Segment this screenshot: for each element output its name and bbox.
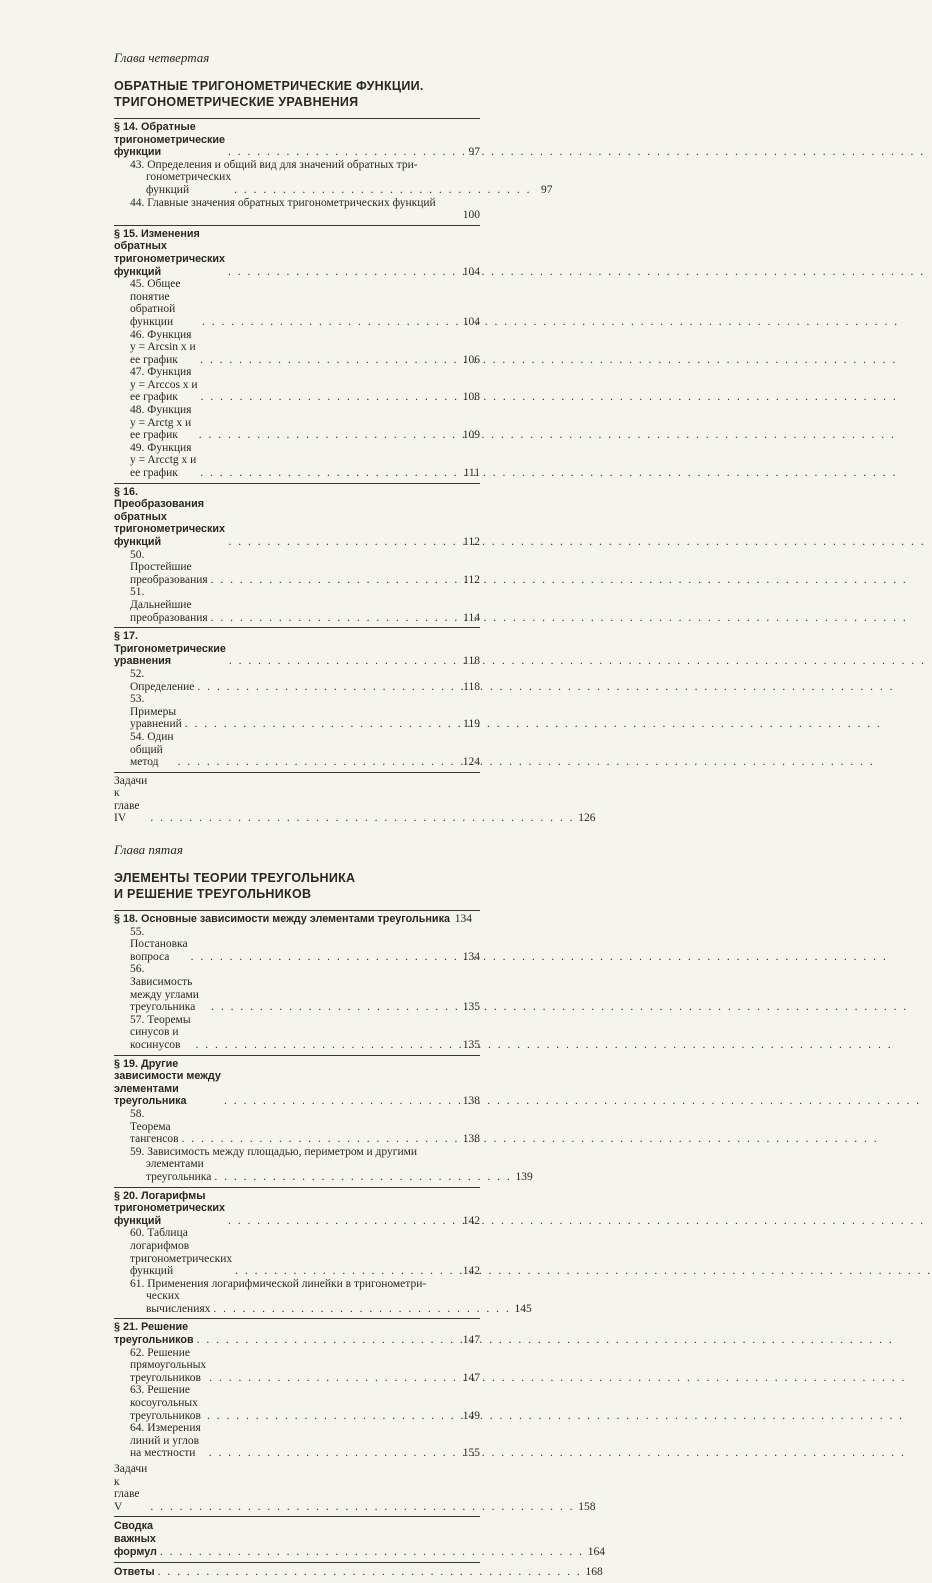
item-53-title: 53. Примеры уравнений: [130, 693, 182, 731]
item-51-title: 51. Дальнейшие преобразования: [130, 586, 208, 624]
section-17-heading[interactable]: [114, 630, 480, 668]
section-20: [114, 1188, 532, 1319]
chapter-5-problems-title: Задачи к главе V: [114, 1463, 148, 1513]
leader-dots: [178, 756, 459, 769]
leader-dots: [214, 1171, 511, 1184]
chapter-5-label: Глава пятая: [114, 842, 183, 858]
chapter-4-title: [114, 78, 480, 110]
item-56-title: 56. Зависимость между углами треугольника: [130, 963, 199, 1014]
item-55[interactable]: [114, 926, 480, 964]
item-55-page: 134: [462, 950, 480, 963]
item-46-title: 46. Функция y = Arcsin x и ее график: [130, 328, 196, 366]
item-58[interactable]: [114, 1108, 480, 1146]
item-63-title: 63. Решение косоугольных треугольников: [130, 1384, 201, 1422]
leader-dots: [200, 354, 459, 367]
leader-dots: [195, 1039, 459, 1052]
section-21-page: 147: [462, 1334, 480, 1347]
leader-dots: [211, 1001, 459, 1014]
item-51-page: 114: [463, 611, 480, 624]
leader-dots: [150, 812, 574, 825]
leader-dots: [209, 1447, 459, 1460]
section-18-page: 134: [454, 913, 472, 926]
item-47-title: 47. Функция y = Arccos x и ее график: [130, 366, 198, 404]
leader-dots: [197, 681, 459, 694]
item-48-page: 109: [462, 429, 480, 442]
answers[interactable]: [114, 1563, 603, 1583]
chapter-4-title-line-2: ТРИГОНОМЕТРИЧЕСКИЕ УРАВНЕНИЯ: [114, 95, 359, 109]
section-20-page: 142: [462, 1214, 480, 1227]
item-44-line-1: 44. Главные значения обратных тригонометрических функций: [130, 196, 436, 209]
chapter-4-label: Глава четвертая: [114, 50, 210, 65]
item-54[interactable]: [114, 731, 480, 769]
item-43[interactable]: [114, 158, 553, 197]
formula-summary-title: Сводка важных формул: [114, 1520, 157, 1558]
section-18: [114, 911, 480, 1055]
section-21-heading[interactable]: [114, 1321, 480, 1346]
leader-dots: [235, 1265, 459, 1278]
item-59[interactable]: [114, 1145, 533, 1184]
item-63[interactable]: [114, 1384, 480, 1422]
leader-dots: [207, 1410, 459, 1423]
leader-dots: [202, 316, 459, 329]
section-19-heading[interactable]: [114, 1058, 480, 1108]
chapter-5-problems[interactable]: [114, 1463, 596, 1516]
item-61-line-1: 61. Применения логарифмической линейки в тригонометри-: [130, 1277, 427, 1290]
item-50[interactable]: [114, 549, 480, 587]
item-45-title: 45. Общее понятие обратной функции: [130, 278, 181, 328]
item-58-title: 58. Теорема тангенсов: [130, 1107, 179, 1146]
item-60[interactable]: [114, 1227, 480, 1277]
formula-summary-page: 164: [587, 1545, 606, 1558]
item-57[interactable]: [114, 1014, 480, 1052]
item-62[interactable]: [114, 1347, 480, 1385]
item-52[interactable]: [114, 668, 480, 693]
item-58-page: 138: [462, 1133, 480, 1146]
item-47-page: 108: [462, 391, 480, 404]
item-59-page: 139: [515, 1170, 533, 1183]
leader-dots: [200, 467, 459, 480]
item-56[interactable]: [114, 963, 480, 1013]
leader-dots: [150, 1501, 574, 1514]
item-46-page: 106: [462, 353, 480, 366]
item-61-page: 145: [514, 1302, 532, 1315]
leader-dots: [229, 655, 459, 668]
section-17-title: § 17. Тригонометрические уравнения: [114, 630, 226, 668]
section-14-heading[interactable]: [114, 121, 480, 159]
leader-dots: [213, 1303, 510, 1316]
item-43-page: 97: [540, 183, 553, 196]
chapter-4-problems-page: 126: [578, 812, 596, 825]
leader-dots: [201, 391, 459, 404]
item-60-title: 60. Таблица логарифмов тригонометрических функций: [130, 1227, 233, 1278]
section-19-title: § 19. Другие зависимости между элементами треугольника: [114, 1057, 221, 1108]
chapter-4-problems-title: Задачи к главе IV: [114, 774, 148, 825]
item-52-page: 118: [463, 680, 480, 693]
leader-dots: [191, 951, 459, 964]
item-61-line-2: ческих вычислениях: [146, 1290, 211, 1315]
leader-dots: [185, 718, 459, 731]
item-59-line-2: элементами треугольника: [146, 1158, 212, 1183]
section-15-title: § 15. Изменения обратных тригонометрических функций: [114, 227, 225, 278]
section-16-heading[interactable]: [114, 486, 480, 549]
item-45[interactable]: [114, 278, 480, 328]
item-62-title: 62. Решение прямоугольных треугольников: [130, 1346, 207, 1384]
section-15: [114, 226, 480, 483]
section-19: [114, 1056, 533, 1187]
answers-page: 168: [585, 1566, 603, 1579]
item-64-page: 155: [462, 1447, 480, 1460]
leader-dots: [211, 612, 459, 625]
section-17-page: 118: [463, 655, 480, 668]
item-43-line-2: гонометрических функций: [146, 171, 232, 196]
item-45-page: 104: [462, 315, 480, 328]
leader-dots: [209, 1372, 459, 1385]
section-16-title: § 16. Преобразования обратных тригонометрических функций: [114, 485, 225, 548]
item-64[interactable]: [114, 1422, 480, 1460]
section-16-page: 112: [463, 536, 480, 548]
item-51[interactable]: [114, 586, 480, 624]
leader-dots: [228, 1215, 459, 1228]
section-18-heading[interactable]: [114, 913, 480, 926]
leader-dots: [234, 184, 531, 197]
item-49-page: 111: [463, 467, 480, 480]
section-17: [114, 628, 480, 772]
item-46[interactable]: [114, 329, 480, 367]
leader-dots: [211, 574, 459, 587]
item-53-page: 119: [463, 718, 480, 731]
chapter-4-problems[interactable]: [114, 773, 596, 828]
leader-dots: [224, 1095, 459, 1108]
formula-summary[interactable]: [114, 1517, 606, 1562]
section-15-page: 104: [462, 265, 480, 278]
answers-title: Ответы: [114, 1566, 155, 1579]
item-48-title: 48. Функция y = Arctg x и ее график: [130, 404, 192, 442]
item-54-page: 124: [462, 756, 480, 769]
section-14: [114, 119, 553, 225]
section-18-title: § 18. Основные зависимости между элементами треугольника: [114, 913, 450, 926]
leader-dots: [228, 266, 459, 279]
item-57-title: 57. Теоремы синусов и косинусов: [130, 1013, 191, 1051]
section-20-heading[interactable]: [114, 1190, 480, 1228]
item-55-title: 55. Постановка вопроса: [130, 925, 188, 963]
item-43-line-1: 43. Определения и общий вид для значений обратных три-: [130, 158, 418, 171]
item-44-page: 100: [462, 209, 480, 222]
item-47[interactable]: [114, 366, 480, 404]
item-49-title: 49. Функция y = Arcctg x и ее график: [130, 441, 197, 480]
leader-dots: [228, 536, 459, 549]
item-57-page: 135: [462, 1039, 480, 1051]
item-63-page: 149: [462, 1409, 480, 1422]
leader-dots: [197, 1334, 459, 1347]
chapter-5-problems-page: 158: [578, 1500, 596, 1513]
section-14-title: § 14. Обратные тригонометрические функции: [114, 121, 225, 159]
section-21: [114, 1319, 480, 1463]
chapter-5-title: [114, 870, 480, 902]
leader-dots: [160, 1546, 584, 1559]
chapter-5-title-line-1: ЭЛЕМЕНТЫ ТЕОРИИ ТРЕУГОЛЬНИКА: [114, 871, 356, 886]
leader-dots: [158, 1566, 582, 1579]
item-44[interactable]: [114, 197, 480, 222]
item-62-page: 147: [462, 1371, 480, 1384]
item-50-page: 112: [463, 573, 480, 586]
item-61[interactable]: [114, 1277, 532, 1316]
section-20-title: § 20. Логарифмы тригонометрических функций: [114, 1189, 225, 1227]
leader-dots: [199, 429, 459, 442]
section-19-page: 138: [462, 1095, 480, 1108]
item-48[interactable]: [114, 404, 480, 442]
item-64-title: 64. Измерения линий и углов на местности: [130, 1422, 201, 1460]
item-53[interactable]: [114, 693, 480, 731]
section-21-title: § 21. Решение треугольников: [114, 1321, 194, 1347]
item-60-page: 142: [462, 1265, 480, 1278]
chapter-5-title-line-2: И РЕШЕНИЕ ТРЕУГОЛЬНИКОВ: [114, 887, 312, 902]
item-54-title: 54. Один общий метод: [130, 730, 174, 769]
section-14-page: 97: [468, 146, 480, 159]
leader-dots: [228, 146, 459, 159]
chapter-4-title-line-1: ОБРАТНЫЕ ТРИГОНОМЕТРИЧЕСКИЕ ФУНКЦИИ.: [114, 79, 424, 93]
section-16: [114, 484, 480, 628]
item-52-title: 52. Определение: [130, 667, 195, 693]
section-15-heading[interactable]: [114, 228, 480, 278]
item-49[interactable]: [114, 442, 480, 480]
item-50-title: 50. Простейшие преобразования: [130, 548, 208, 586]
item-59-line-1: 59. Зависимость между площадью, периметром и другими: [130, 1145, 418, 1158]
item-56-page: 135: [462, 1001, 480, 1014]
leader-dots: [182, 1133, 459, 1146]
